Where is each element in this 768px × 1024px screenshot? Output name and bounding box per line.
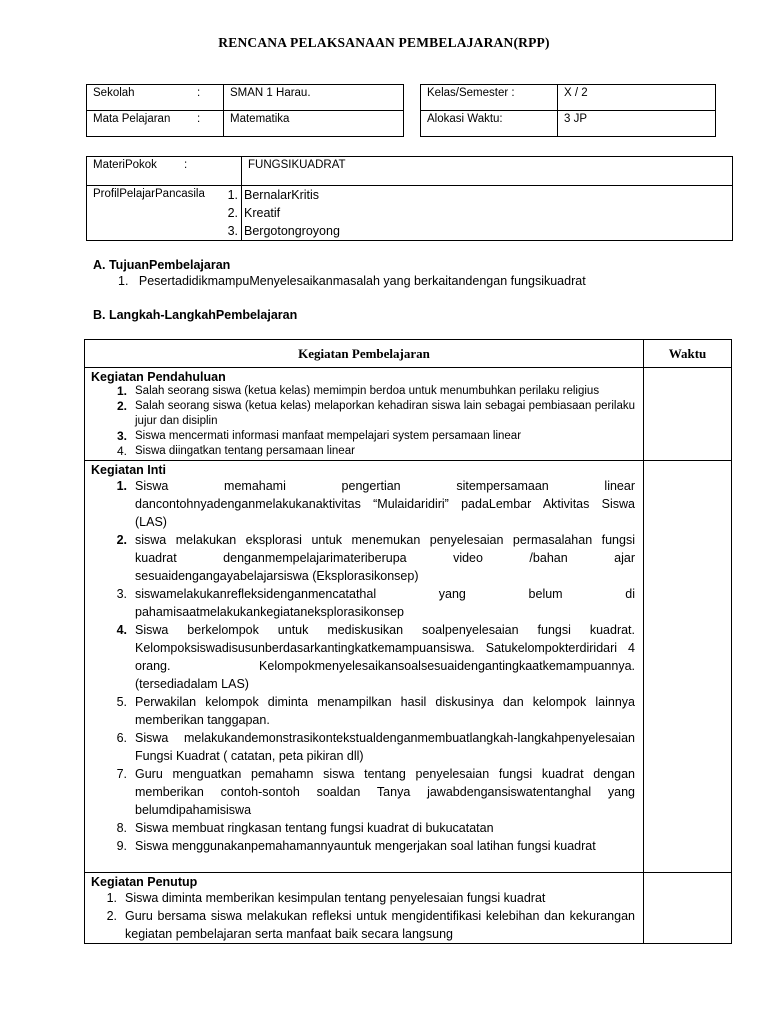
list-item: 2. siswa melakukan eksplorasi untuk menemukan penyelesaian permasalahan fungsi kuadrat denganmempelajarimateriberupa video /bahan ajar sesuaidengangayabelajarsiswa (Eksplorasikonsep)	[116, 533, 635, 583]
profil-values-cell	[227, 186, 733, 241]
inti-waktu	[644, 461, 732, 873]
sekolah-label-cell	[87, 85, 224, 111]
list-item: 8. Siswa membuat ringkasan tentang fungsi kuadrat di bukucatatan	[116, 821, 494, 835]
activities-table	[84, 339, 732, 944]
kelas-value: X / 2	[558, 85, 716, 111]
materi-colon: :	[184, 159, 188, 171]
inti-heading: Kegiatan Inti	[91, 463, 167, 477]
section-a-heading: A. TujuanPembelajaran	[93, 258, 231, 272]
sekolah-label: Sekolah	[93, 87, 135, 99]
alokasi-value: 3 JP	[558, 111, 716, 137]
penutup-heading: Kegiatan Penutup	[91, 875, 198, 889]
list-item: 6. Siswa melakukandemonstrasikontekstualdenganmembuatlangkah-langkahpenyelesaian Fungsi Kuadrat ( catatan, peta pikiran dll)	[116, 731, 635, 763]
list-item: 4. Siswa diingatkan tentang persamaan linear	[116, 444, 355, 458]
penutup-cell	[85, 873, 644, 944]
col-kegiatan-header: Kegiatan Pembelajaran	[85, 340, 644, 368]
profil-label: ProfilPelajarPancasila	[93, 188, 205, 200]
materi-table	[86, 156, 733, 241]
sekolah-colon: :	[197, 87, 201, 99]
list-item: 7. Guru menguatkan pemahamn siswa tentang penyelesaian fungsi kuadrat dengan memberikan contoh-sontoh soaldan Tanya jawabdengansiswatentanghal yang belumdipahamisiswa	[116, 767, 635, 817]
mapel-value: Matematika	[224, 111, 404, 137]
section-a-item: 1. PesertadidikmampuMenyelesaikanmasalah yang berkaitandengan fungsikuadrat	[118, 274, 586, 288]
school-info-table	[86, 84, 404, 137]
profil-item: 3. Bergotongroyong	[227, 224, 340, 238]
pendahuluan-waktu	[644, 368, 732, 461]
profil-item: 2. Kreatif	[227, 206, 281, 220]
list-item: 3. siswamelakukanrefleksidenganmencatathal yang belum di pahamisaatmelakukankegiataneksplorasikonsep	[116, 587, 635, 619]
list-item: 1. Salah seorang siswa (ketua kelas) memimpin berdoa untuk menumbuhkan perilaku religius	[116, 384, 600, 398]
inti-list	[85, 477, 635, 855]
list-item: 9. Siswa menggunakanpemahamannyauntuk mengerjakan soal latihan fungsi kuadrat	[116, 839, 596, 853]
profil-label-cell	[87, 186, 242, 241]
section-b-heading: B. Langkah-LangkahPembelajaran	[93, 308, 298, 322]
list-item: 4. Siswa berkelompok untuk mediskusikan soalpenyelesaian fungsi kuadrat. Kelompoksiswadisusunberdasarkantingkatkemampuansiswa. Satukelompokterdiridari 4 orang. Kelompokmenyelesaikansoalsesuaidengantingkaatkemampuannya. (tersediadalam LAS)	[116, 623, 635, 691]
materi-label: MateriPokok	[93, 159, 157, 171]
list-item: 1. Siswa diminta memberikan kesimpulan tentang penyelesaian fungsi kuadrat	[106, 891, 546, 905]
profil-list	[224, 186, 340, 240]
pendahuluan-list	[85, 384, 635, 459]
col-waktu-header: Waktu	[644, 340, 732, 368]
materi-value: FUNGSIKUADRAT	[242, 157, 733, 186]
penutup-list	[85, 889, 635, 943]
mapel-colon: :	[197, 113, 201, 125]
pendahuluan-cell	[85, 368, 644, 461]
sekolah-value: SMAN 1 Harau.	[224, 85, 404, 111]
mapel-label-cell	[87, 111, 224, 137]
profil-item: 1. BernalarKritis	[227, 188, 320, 202]
list-item: 1. Siswa memahami pengertian sitempersamaan linear dancontohnyadenganmelakukanaktivitas “Mulaidaridiri” padaLembar Aktivitas Siswa (LAS)	[116, 479, 635, 529]
page-title: RENCANA PELAKSANAAN PEMBELAJARAN(RPP)	[218, 35, 550, 50]
materi-label-cell	[87, 157, 242, 186]
class-info-table	[420, 84, 716, 137]
list-item: 2. Guru bersama siswa melakukan refleksi untuk mengidentifikasi kelebihan dan kekurangan kegiatan pembelajaran serta manfaat baik secara langsung	[106, 909, 635, 941]
alokasi-label: Alokasi Waktu:	[421, 111, 558, 137]
mapel-label: Mata Pelajaran	[93, 113, 171, 125]
penutup-waktu	[644, 873, 732, 944]
inti-cell	[85, 461, 644, 873]
kelas-label: Kelas/Semester :	[421, 85, 558, 111]
list-item: 3. Siswa mencermati informasi manfaat mempelajari system persamaan linear	[116, 429, 522, 443]
list-item: 2. Salah seorang siswa (ketua kelas) melaporkan kehadiran siswa lain sebagai pembiasaan perilaku jujur dan disiplin	[116, 399, 635, 427]
pendahuluan-heading: Kegiatan Pendahuluan	[91, 370, 226, 384]
list-item: 5. Perwakilan kelompok diminta menampilkan hasil diskusinya dan kelompok lainnya memberikan tanggapan.	[116, 695, 635, 727]
